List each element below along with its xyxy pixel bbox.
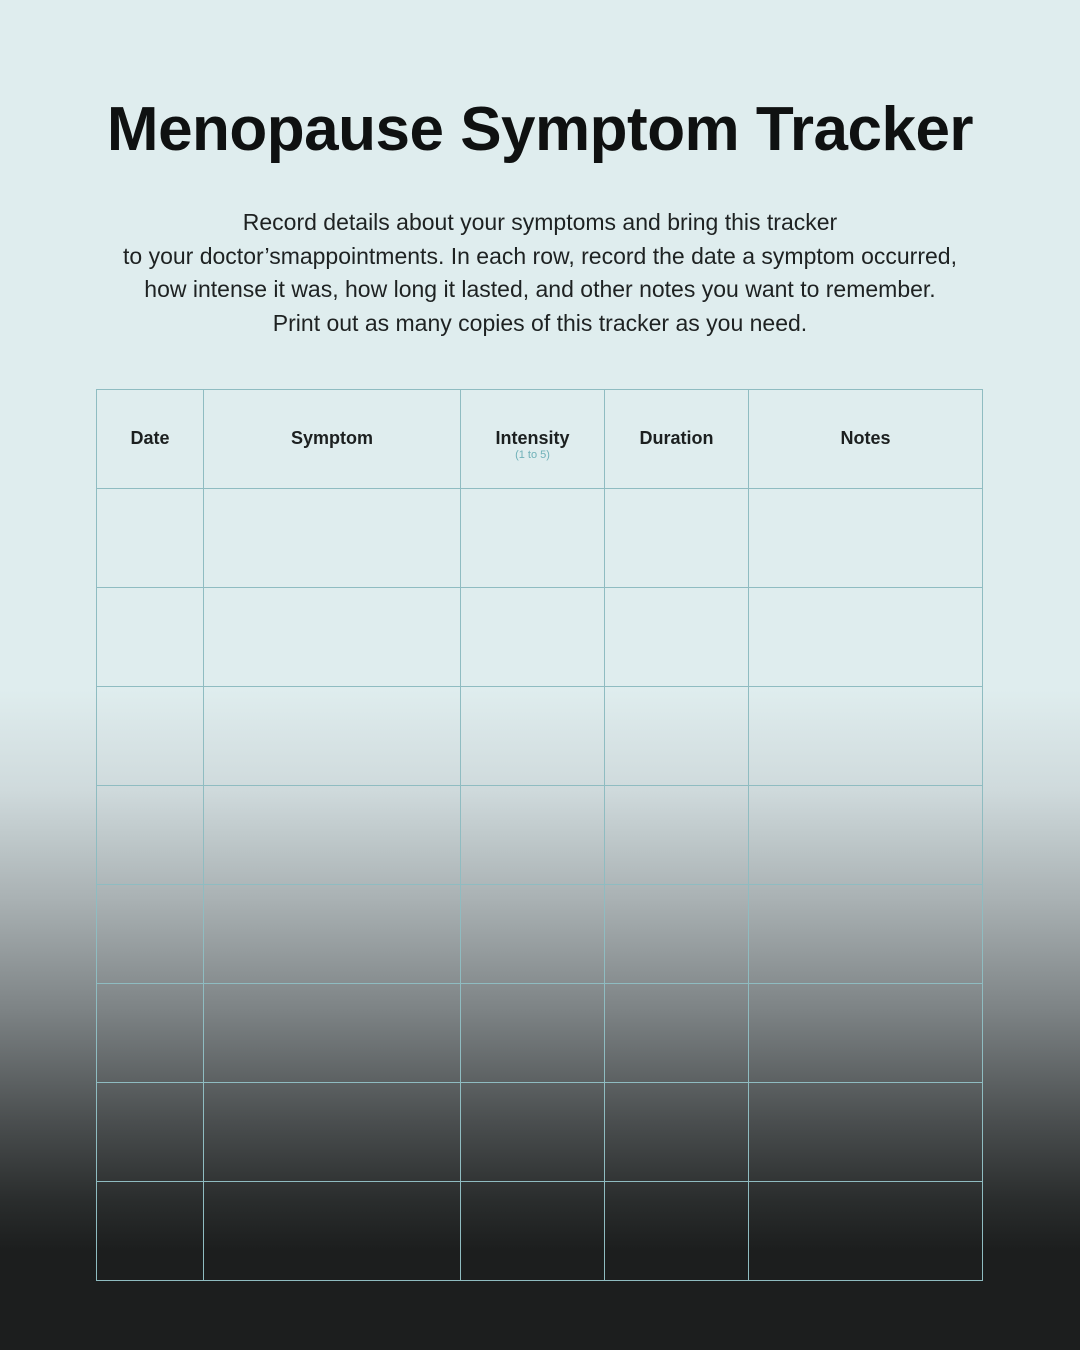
- notes-cell[interactable]: [749, 1083, 983, 1182]
- notes-cell[interactable]: [749, 984, 983, 1083]
- table-row: [97, 489, 983, 588]
- intro-text: [60, 206, 1020, 340]
- duration-cell[interactable]: [605, 786, 749, 885]
- date-cell[interactable]: [97, 1083, 204, 1182]
- table-row: [97, 1182, 983, 1281]
- header-date-label: Date: [130, 428, 170, 448]
- duration-cell[interactable]: [605, 1182, 749, 1281]
- intensity-cell[interactable]: [461, 687, 605, 786]
- date-cell[interactable]: [97, 687, 204, 786]
- intensity-cell[interactable]: [461, 885, 605, 984]
- header-symptom: [204, 390, 461, 489]
- notes-cell[interactable]: [749, 588, 983, 687]
- date-cell[interactable]: [97, 489, 204, 588]
- symptom-tracker-table: [96, 389, 983, 1281]
- notes-cell[interactable]: [749, 687, 983, 786]
- table-row: [97, 885, 983, 984]
- notes-cell[interactable]: [749, 1182, 983, 1281]
- header-intensity: [461, 390, 605, 489]
- header-symptom-label: Symptom: [290, 428, 373, 448]
- intensity-cell[interactable]: [461, 1182, 605, 1281]
- symptom-cell[interactable]: [204, 984, 461, 1083]
- symptom-cell[interactable]: [204, 786, 461, 885]
- intensity-cell[interactable]: [461, 588, 605, 687]
- symptom-cell[interactable]: [204, 1182, 461, 1281]
- header-notes-label: Notes: [840, 428, 891, 448]
- notes-cell[interactable]: [749, 786, 983, 885]
- duration-cell[interactable]: [605, 885, 749, 984]
- header-duration-label: Duration: [639, 428, 714, 448]
- header-notes: [749, 390, 983, 489]
- page-title: Menopause Symptom Tracker: [106, 95, 974, 164]
- notes-cell[interactable]: [749, 885, 983, 984]
- date-cell[interactable]: [97, 984, 204, 1083]
- table-row: [97, 687, 983, 786]
- intro-line: Print out as many copies of this tracker as you need.: [272, 309, 808, 336]
- header-duration: [605, 390, 749, 489]
- intensity-cell[interactable]: [461, 1083, 605, 1182]
- symptom-cell[interactable]: [204, 885, 461, 984]
- header-date: [97, 390, 204, 489]
- intro-line: how intense it was, how long it lasted, and other notes you want to remember.: [144, 276, 936, 302]
- duration-cell[interactable]: [605, 1083, 749, 1182]
- table-header-row: [97, 390, 983, 489]
- header-intensity-label: Intensity: [495, 428, 570, 448]
- intro-line: Record details about your symptoms and bring this tracker: [242, 209, 838, 235]
- duration-cell[interactable]: [605, 984, 749, 1083]
- duration-cell[interactable]: [605, 489, 749, 588]
- symptom-cell[interactable]: [204, 1083, 461, 1182]
- table-row: [97, 588, 983, 687]
- table-row: [97, 1083, 983, 1182]
- header-intensity-scale: (1 to 5): [515, 449, 550, 461]
- intensity-cell[interactable]: [461, 984, 605, 1083]
- symptom-cell[interactable]: [204, 687, 461, 786]
- notes-cell[interactable]: [749, 489, 983, 588]
- intensity-cell[interactable]: [461, 489, 605, 588]
- date-cell[interactable]: [97, 786, 204, 885]
- date-cell[interactable]: [97, 588, 204, 687]
- symptom-cell[interactable]: [204, 588, 461, 687]
- intro-line: to your doctor’smappointments. In each row, record the date a symptom occurred,: [123, 242, 957, 269]
- duration-cell[interactable]: [605, 687, 749, 786]
- table-row: [97, 786, 983, 885]
- duration-cell[interactable]: [605, 588, 749, 687]
- table-row: [97, 984, 983, 1083]
- symptom-cell[interactable]: [204, 489, 461, 588]
- intensity-cell[interactable]: [461, 786, 605, 885]
- date-cell[interactable]: [97, 885, 204, 984]
- date-cell[interactable]: [97, 1182, 204, 1281]
